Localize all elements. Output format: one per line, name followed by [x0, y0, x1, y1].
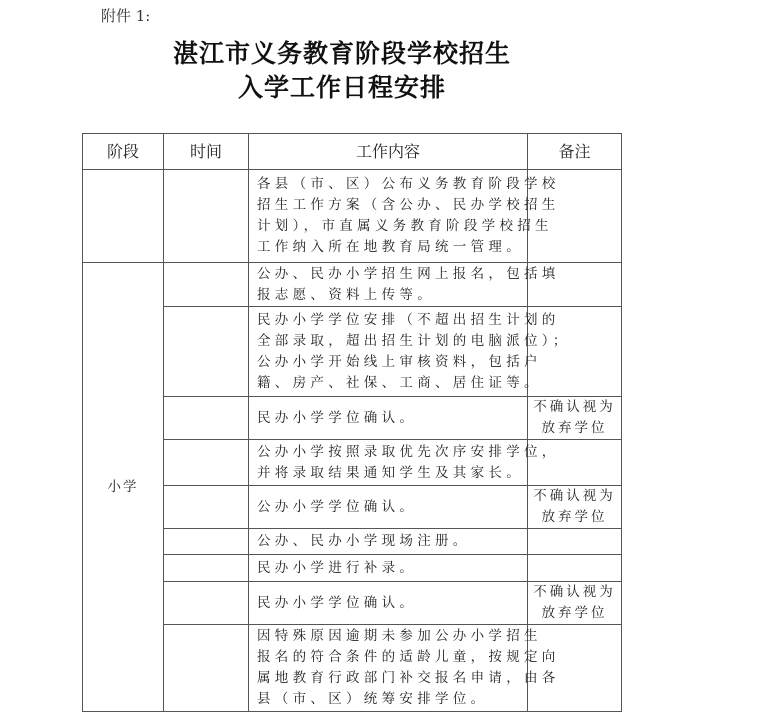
content-line: 公办小学按照录取优先次序安排学位， — [257, 443, 560, 460]
content-line: 民办小学学位确认。 — [257, 409, 418, 426]
table-header-row — [83, 134, 622, 170]
content-cell — [249, 625, 560, 712]
content-line: 县（市、区）统筹安排学位。 — [257, 691, 489, 707]
content-line: 公办、民办小学招生网上报名，包括填 — [257, 265, 560, 282]
header-time: 时间 — [164, 134, 249, 170]
content-line: 公办小学学位确认。 — [257, 498, 418, 515]
schedule-table — [82, 133, 622, 712]
content-line: 工作纳入所在地教育局统一管理。 — [257, 239, 524, 255]
table-row — [83, 263, 622, 307]
content-line: 属地教育行政部门补交报名申请，由各 — [257, 670, 560, 686]
stage-cell-primary: 小学 — [83, 263, 164, 712]
content-cell — [249, 555, 528, 582]
note-cell — [528, 529, 622, 555]
note-line: 放弃学位 — [541, 509, 608, 525]
content-line: 全部录取，超出招生计划的电脑派位）； — [257, 332, 571, 349]
header-note: 备注 — [528, 134, 622, 170]
content-cell — [249, 529, 528, 555]
content-cell — [249, 307, 571, 397]
table-row — [83, 440, 622, 486]
table-row — [83, 397, 622, 440]
table-row — [83, 307, 622, 397]
table-row — [83, 486, 622, 529]
content-line: 计划），市直属义务教育阶段学校招生 — [257, 218, 553, 234]
content-line: 报志愿、资料上传等。 — [257, 286, 435, 303]
time-cell — [164, 486, 249, 529]
content-line: 民办小学学位确认。 — [257, 594, 418, 611]
content-cell — [249, 486, 528, 529]
table-row — [83, 555, 622, 582]
time-cell — [164, 582, 249, 625]
content-cell — [249, 263, 560, 307]
time-cell — [164, 263, 249, 307]
content-line: 民办小学进行补录。 — [257, 559, 418, 576]
content-line: 籍、房产、社保、工商、居住证等。 — [257, 374, 542, 391]
content-line: 民办小学学位安排（不超出招生计划的 — [257, 311, 560, 328]
note-line: 不确认视为 — [533, 584, 616, 600]
table-row — [83, 625, 622, 712]
content-line: 公办、民办小学现场注册。 — [257, 533, 471, 549]
note-line: 放弃学位 — [541, 605, 608, 621]
attachment-label: 附件 1: — [101, 7, 151, 25]
time-cell — [164, 170, 249, 263]
header-stage: 阶段 — [83, 134, 164, 170]
time-cell — [164, 440, 249, 486]
content-line: 公办小学开始线上审核资料，包括户 — [257, 353, 542, 370]
note-line: 不确认视为 — [533, 488, 616, 504]
content-line: 各县（市、区）公布义务教育阶段学校 — [257, 176, 560, 192]
content-line: 因特殊原因逾期未参加公办小学招生 — [257, 628, 542, 644]
header-content: 工作内容 — [249, 134, 528, 170]
stage-cell — [83, 170, 164, 263]
table-row — [83, 170, 622, 263]
note-line: 不确认视为 — [533, 399, 616, 415]
content-cell — [249, 397, 528, 440]
note-cell — [528, 582, 622, 625]
note-cell — [528, 397, 622, 440]
time-cell — [164, 625, 249, 712]
table-row — [83, 582, 622, 625]
content-cell — [249, 582, 528, 625]
content-line: 招生工作方案（含公办、民办学校招生 — [257, 197, 560, 213]
time-cell — [164, 555, 249, 582]
note-cell — [528, 486, 622, 529]
document-title-line-2: 入学工作日程安排 — [237, 73, 446, 102]
content-cell — [249, 440, 560, 486]
time-cell — [164, 307, 249, 397]
time-cell — [164, 397, 249, 440]
note-line: 放弃学位 — [541, 420, 608, 436]
time-cell — [164, 529, 249, 555]
content-line: 报名的符合条件的适龄儿童，按规定向 — [257, 649, 560, 665]
note-cell — [528, 555, 622, 582]
content-line: 并将录取结果通知学生及其家长。 — [257, 464, 524, 481]
document-title-line-1: 湛江市义务教育阶段学校招生 — [172, 39, 511, 68]
table-row — [83, 529, 622, 555]
content-cell — [249, 170, 560, 263]
